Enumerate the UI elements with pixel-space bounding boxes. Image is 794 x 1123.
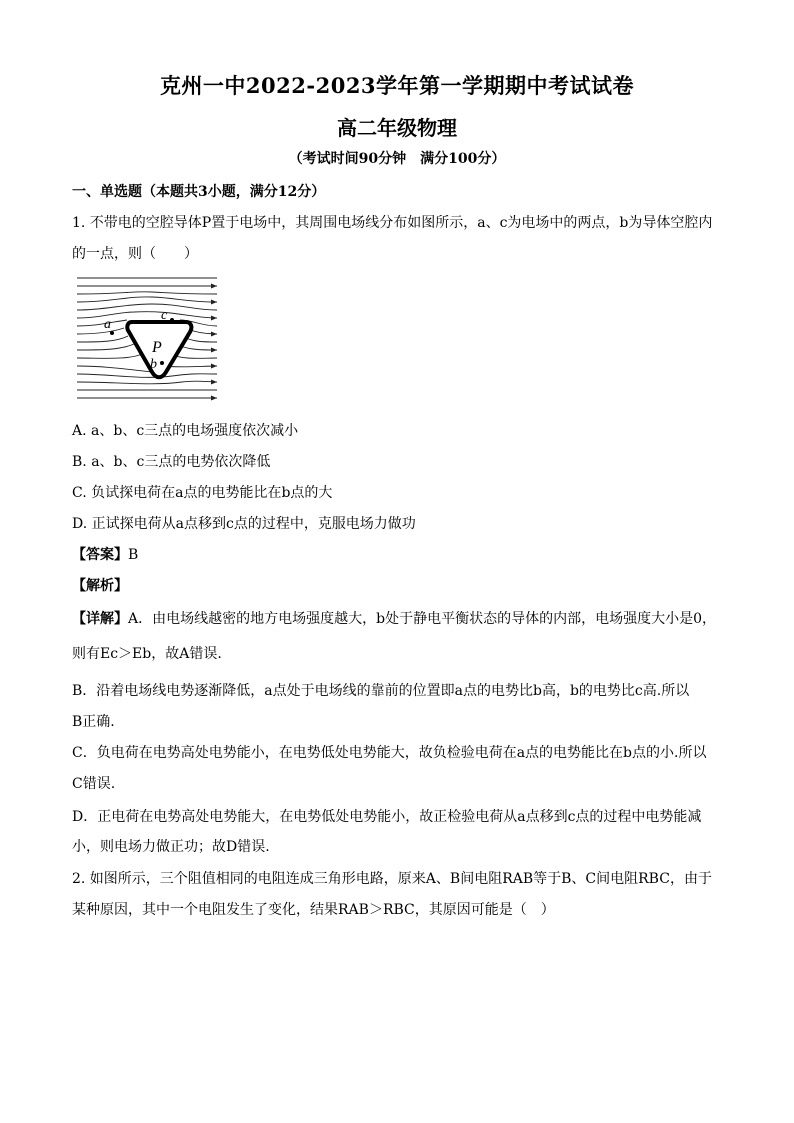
q1-option-c: C. 负试探电荷在a点的电势能比在b点的大: [72, 485, 333, 501]
label-c: c: [161, 308, 168, 323]
q1-detail-d-line2: 小，则电场力做正功；故D错误.: [72, 839, 270, 855]
q1-detail-b-line2: B正确.: [72, 714, 115, 730]
q1-stem-line1: 1. 不带电的空腔导体P置于电场中，其周围电场线分布如图所示，a、c为电场中的两点，b为导体空腔内: [72, 215, 713, 231]
q1-analysis-label: 【解析】: [72, 578, 128, 594]
exam-info: （考试时间90分钟 满分100分）: [288, 151, 506, 167]
label-b: b: [150, 357, 157, 372]
q1-stem-line2: 的一点，则（ ）: [72, 246, 198, 262]
q2-stem-line2: 某种原因，其中一个电阻发生了变化，结果RAB＞RBC，其原因可能是（ ）: [72, 902, 555, 918]
q1-detail-a-line2: 则有Ec＞Eb，故A错误.: [72, 646, 222, 662]
q1-answer: [72, 546, 722, 564]
q1-option-d: D. 正试探电荷从a点移到c点的过程中，克服电场力做功: [72, 516, 416, 532]
q1-option-b: B. a、b、c三点的电势依次降低: [72, 454, 271, 470]
label-p: P: [152, 339, 162, 356]
q1-detail-b-line1: B．沿着电场线电势逐渐降低，a点处于电场线的靠前的位置即a点的电势比b高，b的电势比c高.所以: [72, 683, 690, 699]
exam-title: 克州一中2022-2023学年第一学期期中考试试卷: [159, 73, 635, 98]
point-b-dot: [160, 361, 164, 365]
detail-a-text: A．由电场线越密的地方电场强度越大，b处于静电平衡状态的导体的内部，电场强度大小是0，: [128, 611, 716, 627]
label-a: a: [104, 317, 111, 332]
answer-value: B: [128, 547, 139, 563]
q1-option-a: A. a、b、c三点的电场强度依次减小: [72, 423, 299, 439]
q1-detail-c-line1: C．负电荷在电势高处电势能小，在电势低处电势能大，故负检验电荷在a点的电势能比在b点的小.所以: [72, 745, 707, 761]
q1-detail-a-line1: [72, 610, 722, 628]
exam-subtitle: 高二年级物理: [337, 116, 457, 140]
field-line-diagram: [72, 276, 222, 404]
q1-field-figure: [72, 276, 222, 404]
q1-detail-d-line1: D．正电荷在电势高处电势能大，在电势低处电势能小，故正检验电荷从a点移到c点的过程中电势能减: [72, 809, 702, 825]
answer-label: 【答案】: [72, 547, 128, 563]
section-heading: 一、单选题（本题共3小题，满分12分）: [72, 184, 326, 200]
q1-detail-c-line2: C错误.: [72, 776, 116, 792]
q2-stem-line1: 2. 如图所示，三个阻值相同的电阻连成三角形电路，原来A、B间电阻RAB等于B、C间电阻RBC，由于: [72, 871, 712, 887]
detail-label: 【详解】: [72, 611, 128, 627]
point-c-dot: [170, 318, 174, 322]
